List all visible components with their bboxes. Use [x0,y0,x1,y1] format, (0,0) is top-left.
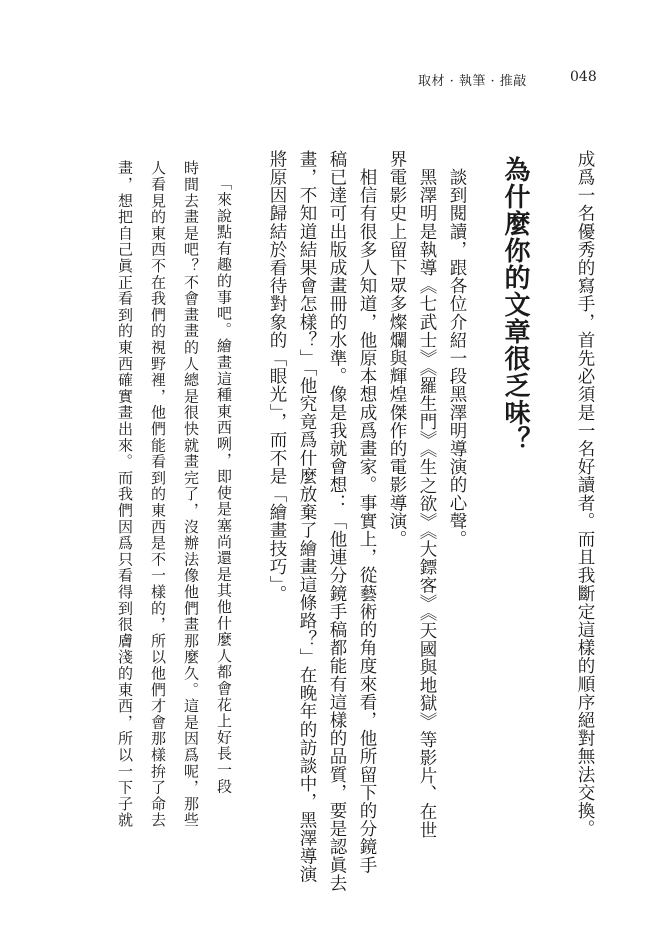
quote-line: 時間去畫是吧？不會畫畫的人總是很快就畫完了，沒辦法像他們畫那麼久。這是因爲呢，那些 [182,160,200,829]
quote-line: 畫，想把自己眞正看到的東西確實畫出來。而我們因爲只看得到很膚淺的東西，所以一下子就 [116,160,134,829]
paragraph-line: 談到閱讀，跟各位介紹一段黑澤明導演的心聲。 [447,150,467,549]
section-title: 為什麼你的文章很乏味？ [500,156,530,453]
running-title: 取材 · 執筆 · 推敲 [418,74,527,89]
paragraph-line: 稿已達可出版成畫冊的水準。像是我就會想：「他連分鏡手稿都能有這樣的品質，要是認眞去 [327,150,347,893]
page-number: 048 [570,69,597,85]
paragraph-line: 黑澤明是執導《七武士》《羅生門》《生之欲》《大鏢客》《天國與地獄》等影片、在世 [417,150,437,839]
quote-line: 「來說點有趣的事吧。繪畫這種東西咧，即使是塞尚還是其他什麼人都會花上好長一段 [215,175,233,795]
paragraph-line: 畫，不知道結果會怎樣？」「他究竟爲什麼放棄了繪畫這條路？」在晚年的訪談中，黑澤導演 [297,150,317,884]
intro-line: 成爲一名優秀的寫手，首先必須是一名好讀者。而且我斷定這樣的順序絕對無法交換。 [575,150,595,838]
paragraph-line: 相信有很多人知道，他原本想成爲畫家。事實上，從藝術的角度來看，他所留下的分鏡手 [357,150,377,874]
quote-line: 人看見的東西不在我們的視野裡，他們能看到的東西是不一樣的，所以他們才會那樣拚了命去 [149,160,167,829]
paragraph-line: 將原因歸結於看待對象的「眼光」，而不是「繪畫技巧」。 [267,150,287,604]
paragraph-line: 界電影史上留下眾多燦爛與輝煌傑作的電影導演。 [387,150,407,549]
